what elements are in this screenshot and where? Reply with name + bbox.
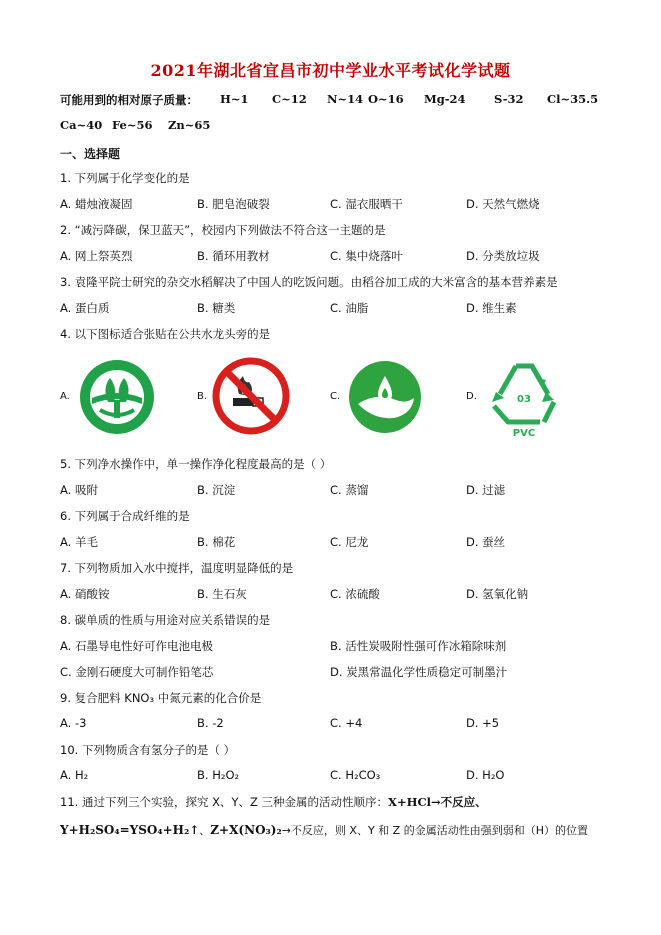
q10-option-d[interactable]: D. H₂O — [466, 768, 505, 782]
q1-option-c[interactable]: C. 湿衣服晒干 — [330, 197, 403, 211]
question-9: 9. 复合肥料 KNO₃ 中氮元素的化合价是 — [60, 691, 262, 705]
q3-option-c[interactable]: C. 油脂 — [330, 301, 369, 315]
question-1: 1. 下列属于化学变化的是 — [60, 171, 190, 185]
page-title: 2021年湖北省宜昌市初中学业水平考试化学试题 — [150, 61, 511, 80]
question-5: 5. 下列净水操作中，单一操作净化程度最高的是（ ） — [60, 457, 332, 471]
q5-option-d[interactable]: D. 过滤 — [466, 483, 506, 497]
atomic-mass-s: S-32 — [494, 92, 524, 106]
q7-option-d[interactable]: D. 氢氧化钠 — [466, 587, 529, 601]
question-2: 2. “减污降碳，保卫蓝天”，校园内下列做法不符合这一主题的是 — [60, 223, 386, 237]
q6-option-d[interactable]: D. 蚕丝 — [466, 535, 506, 549]
q7-option-c[interactable]: C. 浓硫酸 — [330, 587, 380, 601]
q8-option-d[interactable]: D. 炭黑常温化学性质稳定可制墨汁 — [330, 665, 508, 679]
q7-option-b[interactable]: B. 生石灰 — [197, 587, 247, 601]
q6-option-a[interactable]: A. 羊毛 — [60, 535, 98, 549]
q2-option-c[interactable]: C. 集中烧落叶 — [330, 249, 403, 263]
question-7: 7. 下列物质加入水中搅拌，温度明显降低的是 — [60, 561, 294, 575]
q7-option-a[interactable]: A. 硝酸铵 — [60, 587, 110, 601]
q2-option-a[interactable]: A. 网上祭英烈 — [60, 249, 133, 263]
q4-option-c[interactable]: C. — [330, 391, 341, 402]
atomic-mass-ca: Ca~40 — [60, 118, 103, 132]
recycle-code-text: 03 — [517, 394, 531, 405]
question-3: 3. 袁隆平院士研究的杂交水稻解决了中国人的吃饭问题。由稻谷加工成的大米富含的基本营养素是 — [60, 275, 558, 289]
q9-option-d[interactable]: D. +5 — [466, 716, 500, 730]
section-heading: 一、选择题 — [60, 147, 121, 161]
question-11 — [60, 794, 487, 810]
question-11-line-2 — [60, 822, 588, 838]
atomic-mass-cl: Cl~35.5 — [547, 92, 599, 106]
water-saving-icon[interactable] — [346, 358, 424, 436]
q1-option-a[interactable]: A. 蜡烛液凝固 — [60, 197, 133, 211]
q10-option-c[interactable]: C. H₂CO₃ — [330, 768, 381, 782]
q2-option-b[interactable]: B. 循环用教材 — [197, 249, 270, 263]
green-food-label-icon[interactable] — [78, 358, 156, 436]
question-8: 8. 碳单质的性质与用途对应关系错误的是 — [60, 613, 271, 627]
q9-option-a[interactable]: A. -3 — [60, 716, 87, 730]
q9-option-c[interactable]: C. +4 — [330, 716, 363, 730]
atomic-mass-n: N~14 — [327, 92, 364, 106]
q4-option-a[interactable]: A. — [60, 391, 70, 402]
question-11-text: 11. 通过下列三个实验，探究 X、Y、Z 三种金属的活动性顺序： — [60, 795, 389, 809]
q5-option-c[interactable]: C. 蒸馏 — [330, 483, 369, 497]
question-10: 10. 下列物质含有氢分子的是（ ） — [60, 743, 236, 757]
q8-option-b[interactable]: B. 活性炭吸附性强可作冰箱除味剂 — [330, 639, 507, 653]
atomic-mass-fe: Fe~56 — [112, 118, 153, 132]
q10-option-b[interactable]: B. H₂O₂ — [197, 768, 240, 782]
no-fire-icon[interactable] — [211, 356, 291, 436]
atomic-mass-h: H~1 — [220, 92, 249, 106]
atomic-mass-zn: Zn~65 — [168, 118, 211, 132]
q4-option-b[interactable]: B. — [197, 391, 208, 402]
q9-option-b[interactable]: B. -2 — [197, 716, 224, 730]
q6-option-b[interactable]: B. 棉花 — [197, 535, 236, 549]
q10-option-a[interactable]: A. H₂ — [60, 768, 89, 782]
atomic-mass-o: O~16 — [368, 92, 404, 106]
q4-option-d[interactable]: D. — [466, 391, 477, 402]
question-11-eq2: Y+H₂SO₄=YSO₄+H₂↑ — [60, 823, 200, 837]
question-11-eq3: Z+X(NO₃)₂ — [210, 823, 282, 837]
question-11-eq1: X+HCl→不反应、 — [388, 795, 487, 809]
q1-option-b[interactable]: B. 肥皂泡破裂 — [197, 197, 270, 211]
q1-option-d[interactable]: D. 天然气燃烧 — [466, 197, 540, 211]
atomic-mass-label: 可能用到的相对原子质量： — [60, 93, 198, 107]
question-6: 6. 下列属于合成纤维的是 — [60, 509, 190, 523]
q3-option-b[interactable]: B. 糖类 — [197, 301, 236, 315]
q5-option-b[interactable]: B. 沉淀 — [197, 483, 236, 497]
question-11-rest: →不反应，则 X、Y 和 Z 的金属活动性由强到弱和（H）的位置 — [281, 824, 588, 837]
question-11-separator: 、 — [199, 824, 211, 837]
q3-option-a[interactable]: A. 蛋白质 — [60, 301, 110, 315]
q3-option-d[interactable]: D. 维生素 — [466, 301, 517, 315]
q2-option-d[interactable]: D. 分类放垃圾 — [466, 249, 540, 263]
atomic-mass-c: C~12 — [272, 92, 307, 106]
recycle-pvc-icon[interactable] — [482, 356, 566, 440]
question-4: 4. 以下图标适合张贴在公共水龙头旁的是 — [60, 327, 271, 341]
q8-option-a[interactable]: A. 石墨导电性好可作电池电极 — [60, 639, 213, 653]
recycle-material-text: PVC — [512, 428, 536, 439]
atomic-mass-mg: Mg-24 — [424, 92, 466, 106]
q8-option-c[interactable]: C. 金刚石硬度大可制作铅笔芯 — [60, 665, 214, 679]
q6-option-c[interactable]: C. 尼龙 — [330, 535, 369, 549]
q5-option-a[interactable]: A. 吸附 — [60, 483, 98, 497]
